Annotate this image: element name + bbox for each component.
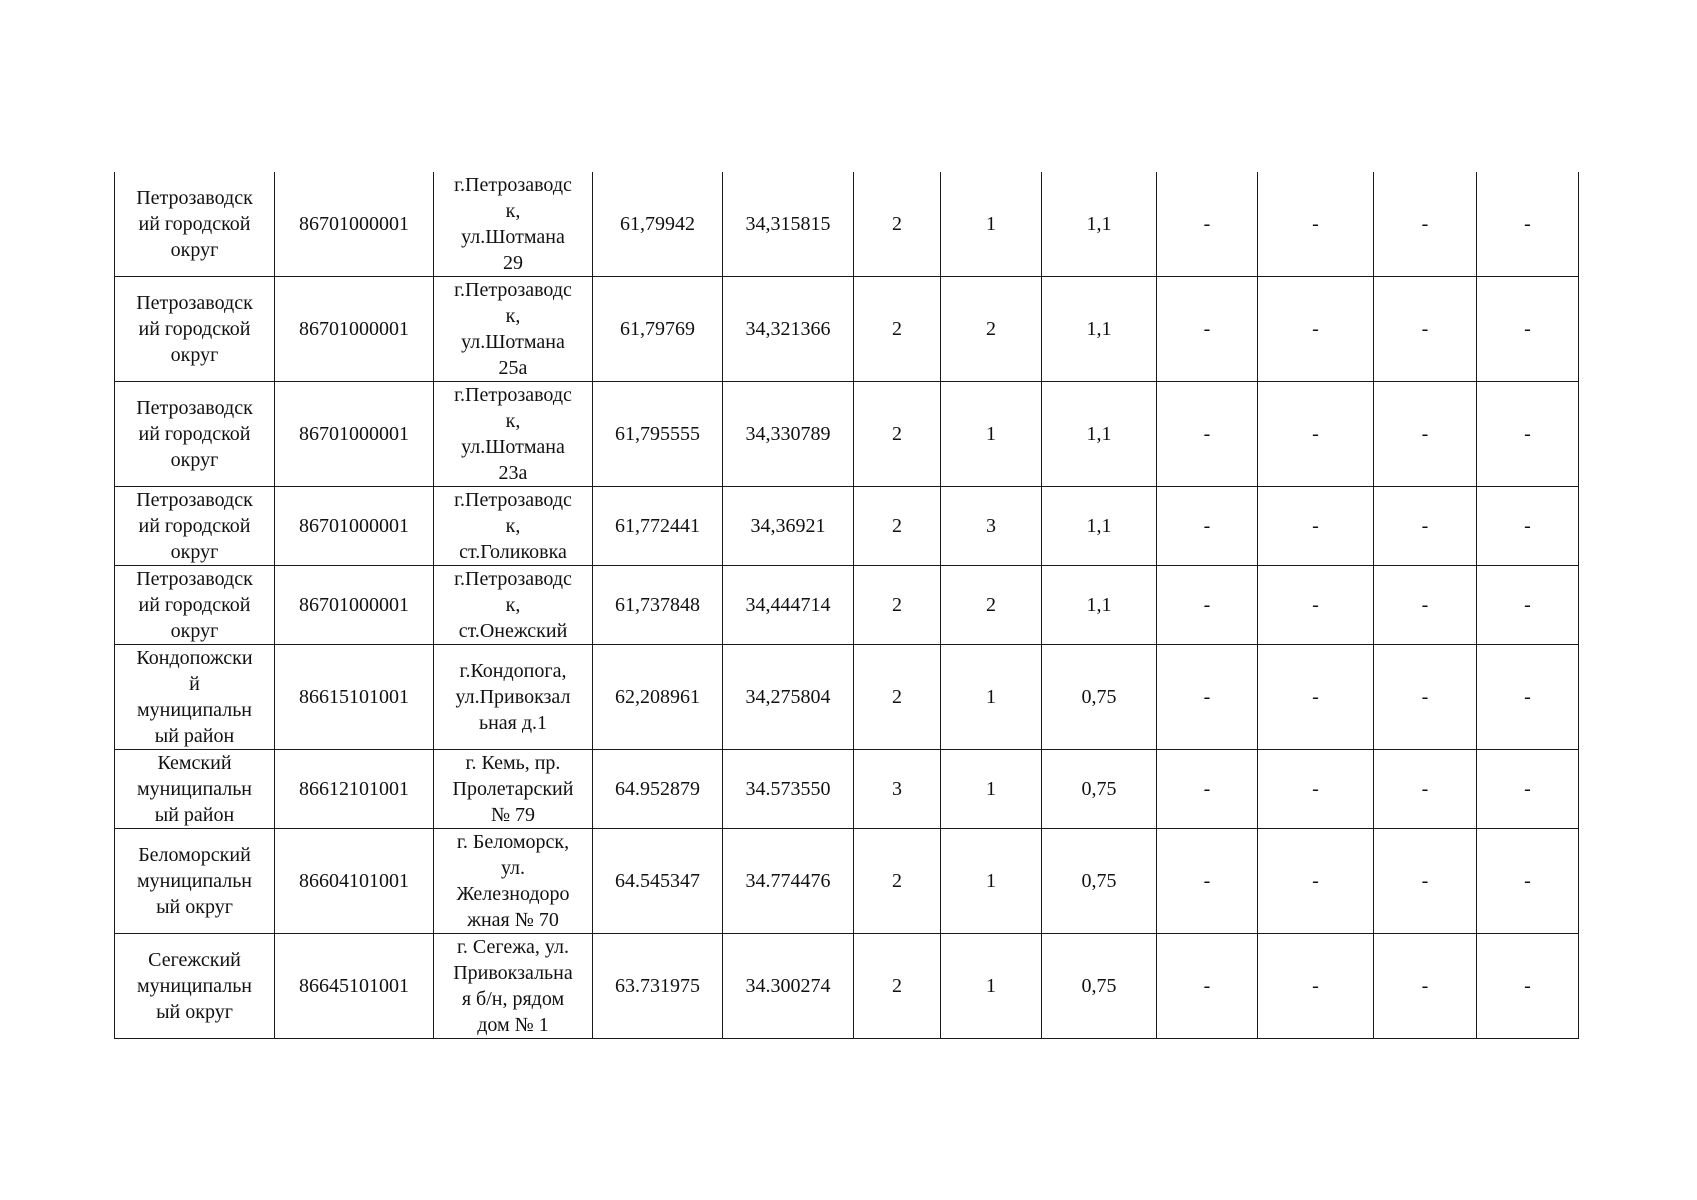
latitude-cell: 64.545347 bbox=[593, 829, 723, 934]
municipality-cell: Петрозаводск ий городской округ bbox=[115, 277, 275, 382]
col-12-cell: - bbox=[1477, 487, 1579, 566]
col-11-cell: - bbox=[1374, 829, 1477, 934]
col-9-cell: - bbox=[1157, 829, 1258, 934]
table-row bbox=[115, 382, 1579, 487]
col-7-cell: 1 bbox=[941, 934, 1042, 1039]
address-cell: г.Петрозаводс к, ул.Шотмана 29 bbox=[434, 172, 593, 277]
col-11-cell: - bbox=[1374, 566, 1477, 645]
oktmo-code-cell: 86701000001 bbox=[275, 172, 434, 277]
oktmo-code-cell: 86645101001 bbox=[275, 934, 434, 1039]
address-cell: г.Петрозаводс к, ул.Шотмана 25а bbox=[434, 277, 593, 382]
latitude-cell: 62,208961 bbox=[593, 645, 723, 750]
latitude-cell: 61,772441 bbox=[593, 487, 723, 566]
col-6-cell: 2 bbox=[854, 566, 941, 645]
col-7-cell: 2 bbox=[941, 277, 1042, 382]
col-6-cell: 2 bbox=[854, 645, 941, 750]
oktmo-code-cell: 86701000001 bbox=[275, 487, 434, 566]
col-10-cell: - bbox=[1258, 750, 1374, 829]
col-12-cell: - bbox=[1477, 382, 1579, 487]
col-7-cell: 1 bbox=[941, 750, 1042, 829]
oktmo-code-cell: 86604101001 bbox=[275, 829, 434, 934]
col-7-cell: 1 bbox=[941, 645, 1042, 750]
table-row bbox=[115, 277, 1579, 382]
table-row bbox=[115, 934, 1579, 1039]
col-12-cell: - bbox=[1477, 566, 1579, 645]
col-9-cell: - bbox=[1157, 645, 1258, 750]
longitude-cell: 34,275804 bbox=[723, 645, 854, 750]
col-11-cell: - bbox=[1374, 382, 1477, 487]
municipality-cell: Петрозаводск ий городской округ bbox=[115, 382, 275, 487]
latitude-cell: 63.731975 bbox=[593, 934, 723, 1039]
table-body bbox=[115, 172, 1579, 1039]
oktmo-code-cell: 86701000001 bbox=[275, 382, 434, 487]
col-6-cell: 2 bbox=[854, 172, 941, 277]
col-6-cell: 2 bbox=[854, 487, 941, 566]
col-8-cell: 1,1 bbox=[1042, 487, 1157, 566]
col-7-cell: 1 bbox=[941, 829, 1042, 934]
col-9-cell: - bbox=[1157, 566, 1258, 645]
col-11-cell: - bbox=[1374, 277, 1477, 382]
col-6-cell: 3 bbox=[854, 750, 941, 829]
municipality-cell: Кемский муниципальн ый район bbox=[115, 750, 275, 829]
col-9-cell: - bbox=[1157, 382, 1258, 487]
col-6-cell: 2 bbox=[854, 277, 941, 382]
col-12-cell: - bbox=[1477, 172, 1579, 277]
longitude-cell: 34.573550 bbox=[723, 750, 854, 829]
longitude-cell: 34,315815 bbox=[723, 172, 854, 277]
col-12-cell: - bbox=[1477, 829, 1579, 934]
col-9-cell: - bbox=[1157, 277, 1258, 382]
municipality-cell: Сегежский муниципальн ый округ bbox=[115, 934, 275, 1039]
address-cell: г.Петрозаводс к, ст.Голиковка bbox=[434, 487, 593, 566]
table-row bbox=[115, 829, 1579, 934]
col-10-cell: - bbox=[1258, 487, 1374, 566]
col-10-cell: - bbox=[1258, 172, 1374, 277]
col-8-cell: 0,75 bbox=[1042, 645, 1157, 750]
col-9-cell: - bbox=[1157, 172, 1258, 277]
latitude-cell: 64.952879 bbox=[593, 750, 723, 829]
municipality-cell: Петрозаводск ий городской округ bbox=[115, 172, 275, 277]
col-11-cell: - bbox=[1374, 172, 1477, 277]
col-6-cell: 2 bbox=[854, 934, 941, 1039]
col-12-cell: - bbox=[1477, 277, 1579, 382]
col-10-cell: - bbox=[1258, 934, 1374, 1039]
municipality-cell: Петрозаводск ий городской округ bbox=[115, 487, 275, 566]
col-8-cell: 0,75 bbox=[1042, 829, 1157, 934]
oktmo-code-cell: 86612101001 bbox=[275, 750, 434, 829]
col-11-cell: - bbox=[1374, 645, 1477, 750]
col-11-cell: - bbox=[1374, 934, 1477, 1039]
longitude-cell: 34,321366 bbox=[723, 277, 854, 382]
latitude-cell: 61,737848 bbox=[593, 566, 723, 645]
col-9-cell: - bbox=[1157, 487, 1258, 566]
col-6-cell: 2 bbox=[854, 382, 941, 487]
col-7-cell: 3 bbox=[941, 487, 1042, 566]
col-7-cell: 2 bbox=[941, 566, 1042, 645]
latitude-cell: 61,79942 bbox=[593, 172, 723, 277]
col-8-cell: 1,1 bbox=[1042, 172, 1157, 277]
table-row bbox=[115, 750, 1579, 829]
municipality-cell: Петрозаводск ий городской округ bbox=[115, 566, 275, 645]
oktmo-code-cell: 86701000001 bbox=[275, 277, 434, 382]
col-10-cell: - bbox=[1258, 566, 1374, 645]
longitude-cell: 34,444714 bbox=[723, 566, 854, 645]
oktmo-code-cell: 86615101001 bbox=[275, 645, 434, 750]
address-cell: г.Кондопога, ул.Привокзал ьная д.1 bbox=[434, 645, 593, 750]
oktmo-code-cell: 86701000001 bbox=[275, 566, 434, 645]
col-8-cell: 1,1 bbox=[1042, 382, 1157, 487]
col-11-cell: - bbox=[1374, 487, 1477, 566]
address-cell: г. Кемь, пр. Пролетарский № 79 bbox=[434, 750, 593, 829]
table-row bbox=[115, 172, 1579, 277]
longitude-cell: 34.300274 bbox=[723, 934, 854, 1039]
longitude-cell: 34,36921 bbox=[723, 487, 854, 566]
col-9-cell: - bbox=[1157, 750, 1258, 829]
table-row bbox=[115, 566, 1579, 645]
col-7-cell: 1 bbox=[941, 382, 1042, 487]
col-12-cell: - bbox=[1477, 750, 1579, 829]
col-8-cell: 0,75 bbox=[1042, 750, 1157, 829]
col-10-cell: - bbox=[1258, 829, 1374, 934]
address-cell: г. Беломорск, ул. Железнодоро жная № 70 bbox=[434, 829, 593, 934]
latitude-cell: 61,79769 bbox=[593, 277, 723, 382]
col-8-cell: 1,1 bbox=[1042, 277, 1157, 382]
col-8-cell: 0,75 bbox=[1042, 934, 1157, 1039]
col-10-cell: - bbox=[1258, 382, 1374, 487]
col-12-cell: - bbox=[1477, 934, 1579, 1039]
longitude-cell: 34.774476 bbox=[723, 829, 854, 934]
col-6-cell: 2 bbox=[854, 829, 941, 934]
col-8-cell: 1,1 bbox=[1042, 566, 1157, 645]
col-12-cell: - bbox=[1477, 645, 1579, 750]
longitude-cell: 34,330789 bbox=[723, 382, 854, 487]
table-row bbox=[115, 645, 1579, 750]
address-cell: г. Сегежа, ул. Привокзальна я б/н, рядом дом № 1 bbox=[434, 934, 593, 1039]
address-cell: г.Петрозаводс к, ул.Шотмана 23а bbox=[434, 382, 593, 487]
municipality-cell: Кондопожски й муниципальн ый район bbox=[115, 645, 275, 750]
col-11-cell: - bbox=[1374, 750, 1477, 829]
locations-table bbox=[114, 172, 1579, 1039]
col-10-cell: - bbox=[1258, 645, 1374, 750]
col-10-cell: - bbox=[1258, 277, 1374, 382]
municipality-cell: Беломорский муниципальн ый округ bbox=[115, 829, 275, 934]
address-cell: г.Петрозаводс к, ст.Онежский bbox=[434, 566, 593, 645]
latitude-cell: 61,795555 bbox=[593, 382, 723, 487]
col-7-cell: 1 bbox=[941, 172, 1042, 277]
table-row bbox=[115, 487, 1579, 566]
col-9-cell: - bbox=[1157, 934, 1258, 1039]
